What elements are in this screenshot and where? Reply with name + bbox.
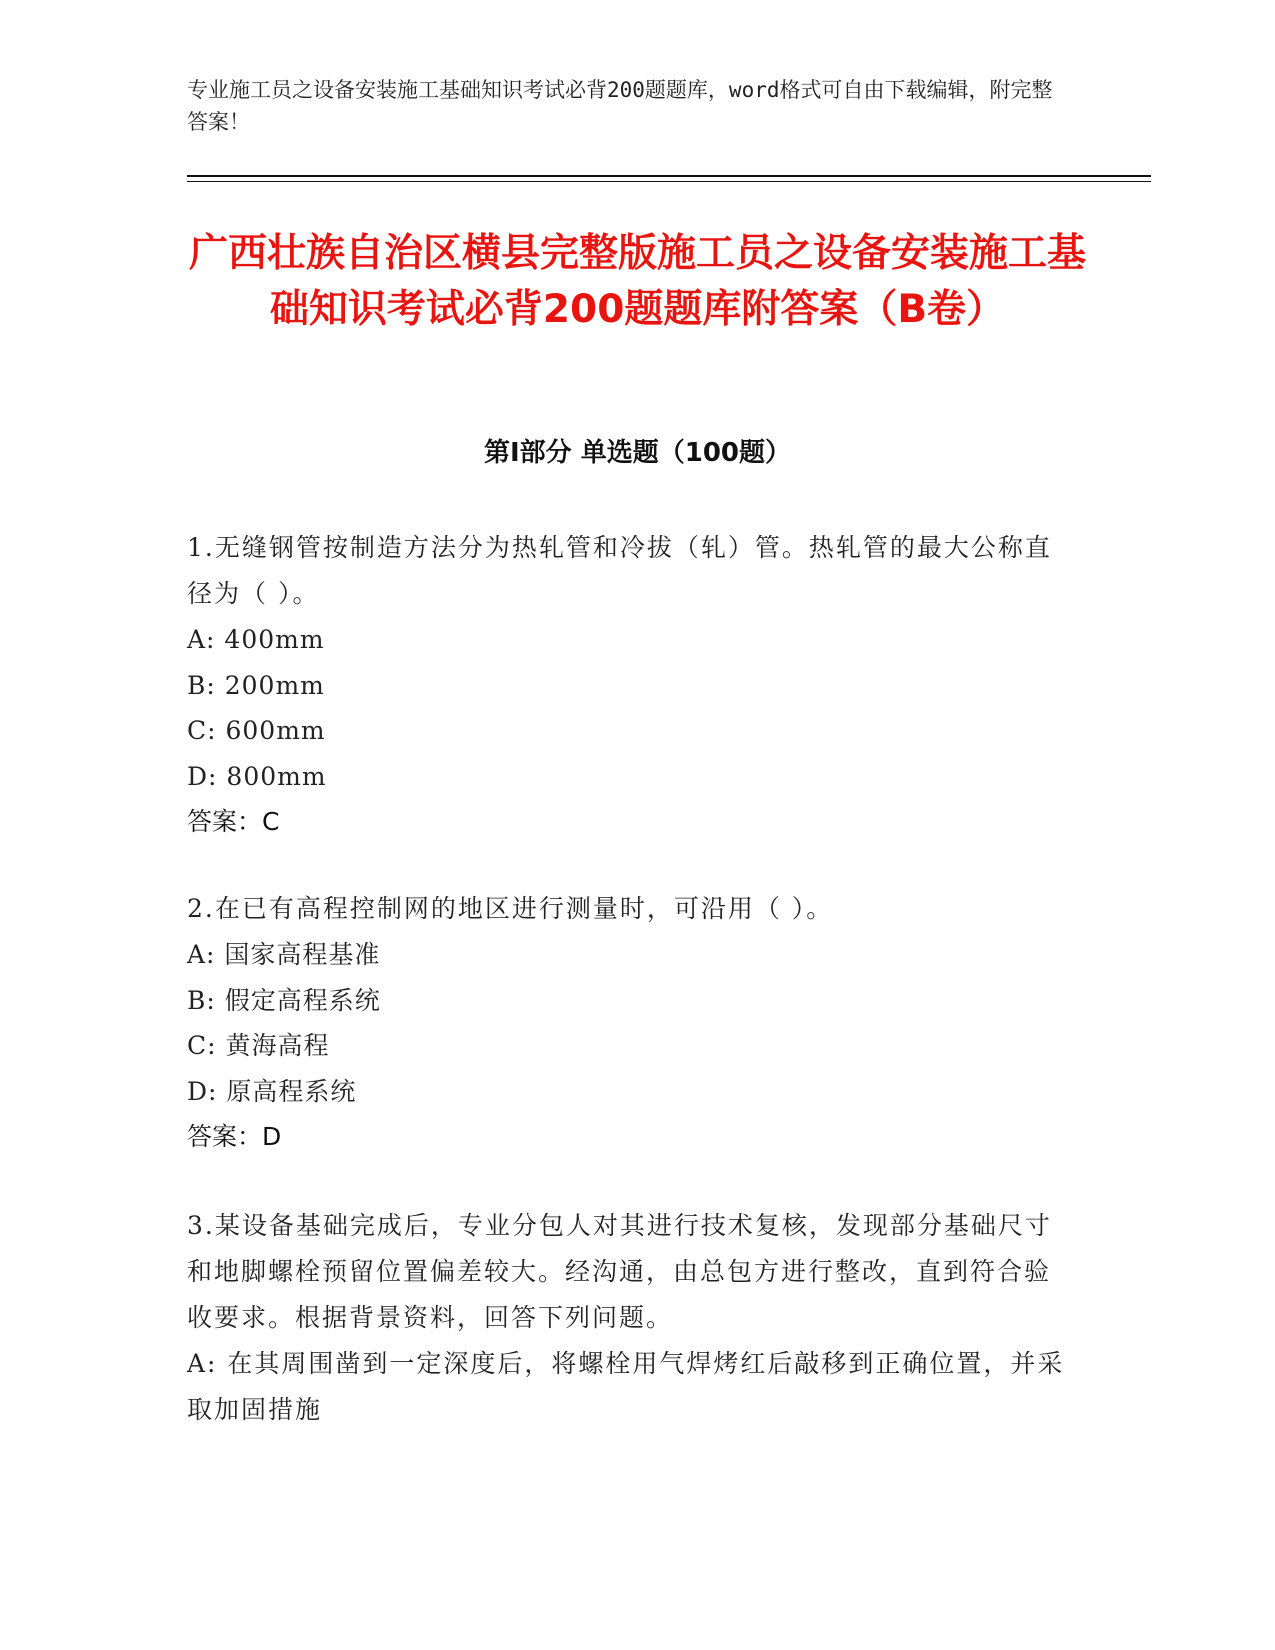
- option-d: D: 原高程系统: [187, 1076, 357, 1106]
- document-title: 广西壮族自治区横县完整版施工员之设备安装施工基础知识考试必背200题题库附答案（B卷）: [188, 231, 1086, 332]
- header-rule-thick: [187, 175, 1151, 177]
- option-a: A: 在其周围凿到一定深度后，将螺栓用气焊烤红后敲移到正确位置，并采取加固措施: [187, 1349, 1065, 1424]
- option-a: A: 400mm: [187, 625, 325, 654]
- option-c: C: 黄海高程: [187, 1031, 330, 1060]
- question-block: [187, 525, 1067, 845]
- header-rule-thin: [187, 181, 1151, 182]
- question-stem: 2.在已有高程控制网的地区进行测量时，可沿用（ ）。: [187, 894, 834, 923]
- question-stem: 1.无缝钢管按制造方法分为热轧管和冷拔（轧）管。热轧管的最大公称直径为（ ）。: [187, 533, 1052, 608]
- header-note: 专业施工员之设备安装施工基础知识考试必背200题题库，word格式可自由下载编辑，附完整答案！: [187, 78, 1053, 134]
- question-block: [187, 1203, 1067, 1433]
- option-b: B: 假定高程系统: [187, 985, 381, 1015]
- option-d: D: 800mm: [187, 761, 327, 791]
- answer-line: 答案：D: [187, 1122, 282, 1151]
- question-stem: 3.某设备基础完成后，专业分包人对其进行技术复核，发现部分基础尺寸和地脚螺栓预留位置偏差较大。经沟通，由总包方进行整改，直到符合验收要求。根据背景资料，回答下列问题。: [187, 1211, 1052, 1332]
- answer-line: 答案：C: [187, 807, 280, 836]
- question-block: [187, 886, 1067, 1160]
- section-heading: 第Ⅰ部分 单选题（100题）: [484, 438, 791, 468]
- option-c: C: 600mm: [187, 716, 326, 745]
- option-a: A: 国家高程基准: [187, 940, 381, 969]
- option-b: B: 200mm: [187, 670, 325, 700]
